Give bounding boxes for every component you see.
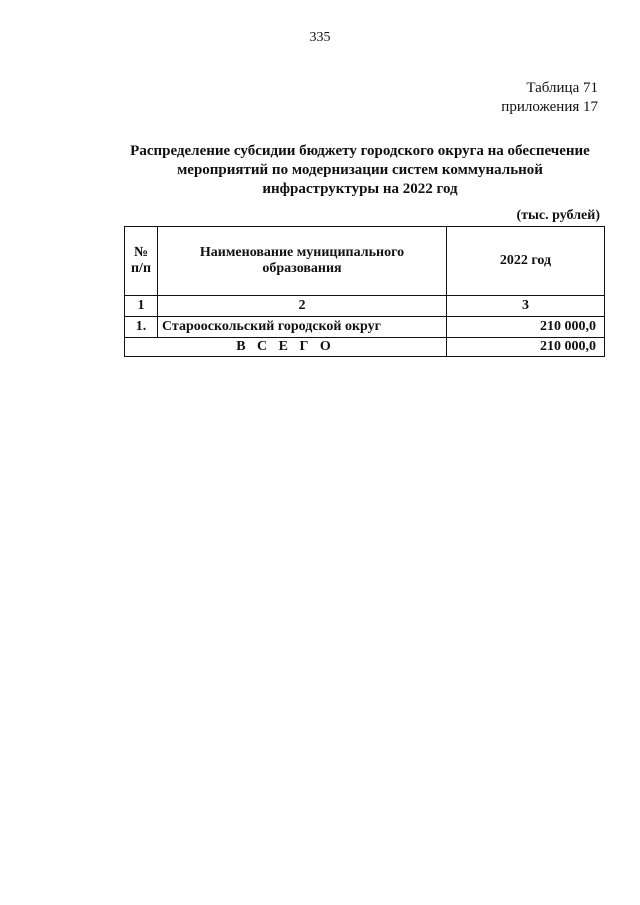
header-municipality-line-1: Наименование муниципального [199,245,405,260]
row-value: 210 000,0 [447,317,605,338]
table-number: Таблица 71 [526,80,598,96]
column-number-row [125,296,605,317]
table-reference [501,79,598,117]
page-number: 335 [309,30,331,45]
title-line-1: Распределение субсидии бюджету городского округа на обеспечение [130,143,590,159]
row-municipality: Старооскольский городской округ [158,317,447,338]
column-number-1: 1 [125,296,158,317]
table-header-row [125,227,605,296]
title-line-2: мероприятий по модернизации систем коммунальной [177,162,543,178]
units-label: (тыс. рублей) [516,208,600,223]
total-label: В С Е Г О [125,338,447,357]
header-municipality [158,227,447,296]
header-number-abbr: п/п [130,261,152,276]
column-number-2: 2 [158,296,447,317]
appendix-number: приложения 17 [501,99,598,115]
table-row [125,317,605,338]
document-title [110,142,610,199]
distribution-table [124,226,605,357]
title-line-3: инфраструктуры на 2022 год [262,181,458,197]
total-value: 210 000,0 [447,338,605,357]
header-municipality-line-2: образования [262,261,342,276]
row-number: 1. [125,317,158,338]
header-year: 2022 год [447,227,605,296]
total-row [125,338,605,357]
column-number-3: 3 [447,296,605,317]
header-number-sign: № [133,245,149,260]
header-number [125,227,158,296]
